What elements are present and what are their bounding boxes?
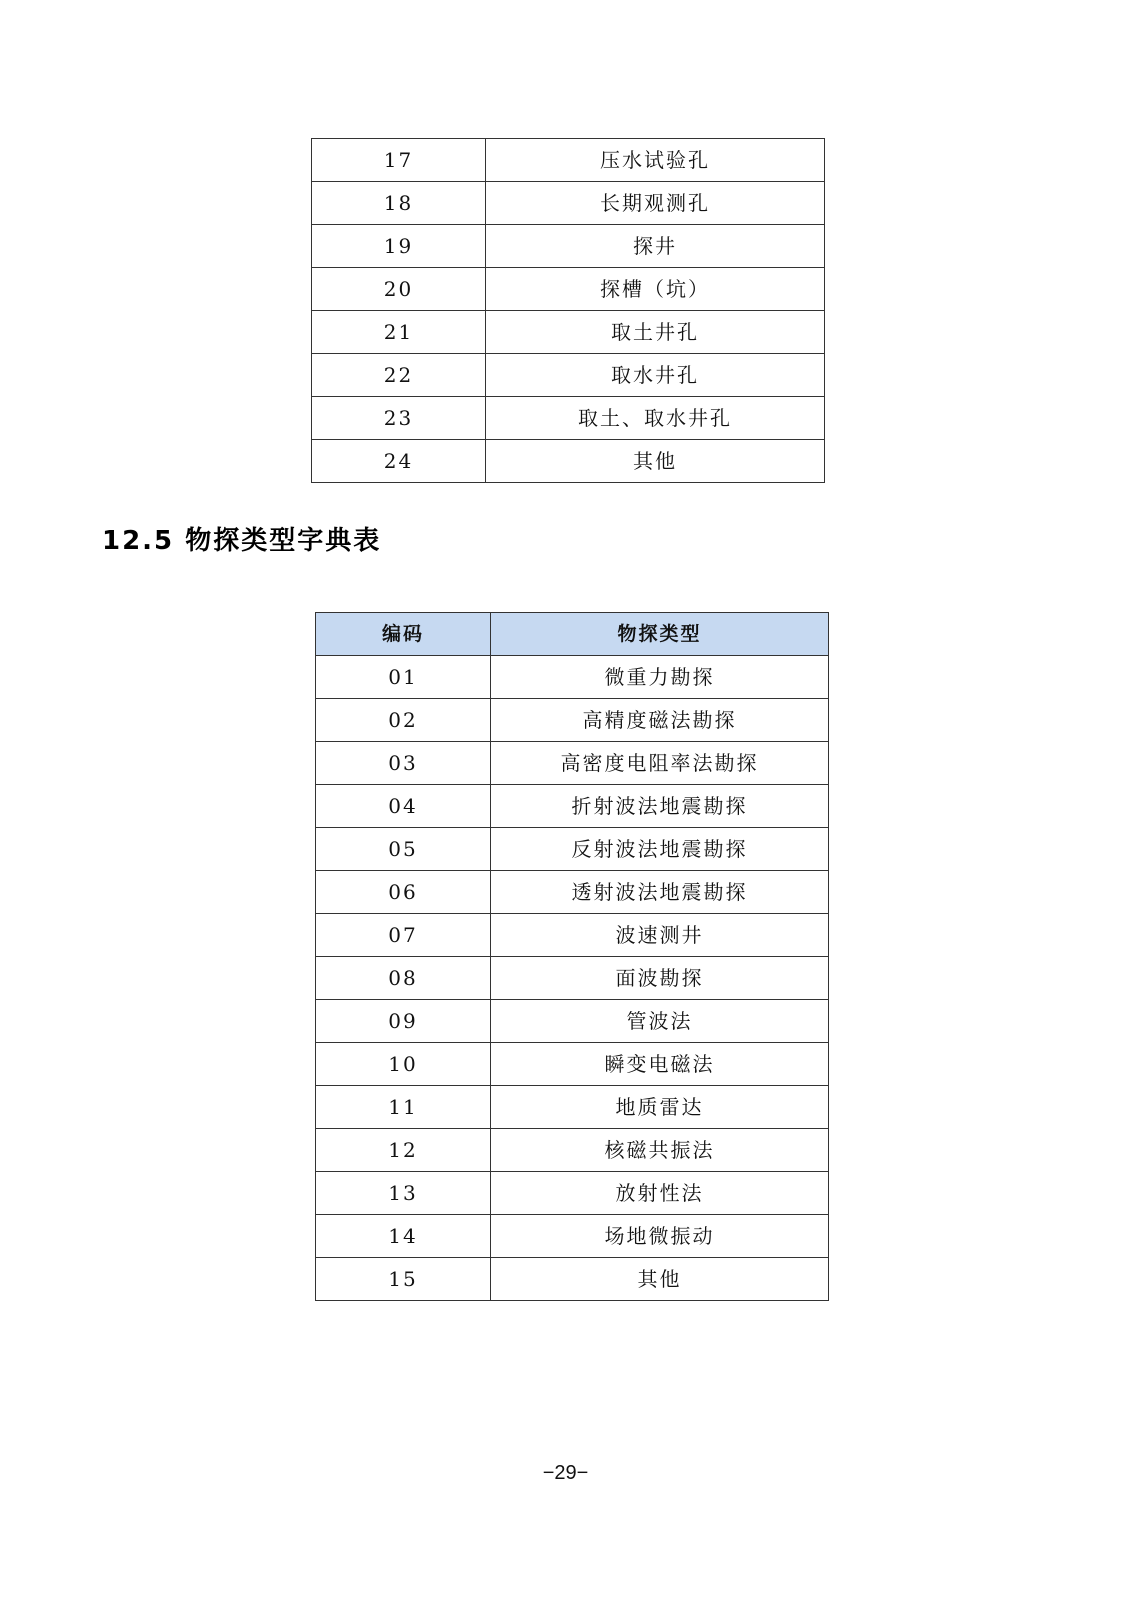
header-code: 编码 [316, 613, 491, 656]
type-cell: 高精度磁法勘探 [491, 699, 829, 742]
table-row [312, 397, 825, 440]
table-row [316, 828, 829, 871]
table-row [316, 742, 829, 785]
type-cell: 透射波法地震勘探 [491, 871, 829, 914]
code-cell: 18 [312, 182, 486, 225]
type-cell: 长期观测孔 [486, 182, 825, 225]
table-row [316, 785, 829, 828]
table-row [312, 354, 825, 397]
table-row [312, 311, 825, 354]
code-cell: 19 [312, 225, 486, 268]
type-cell: 瞬变电磁法 [491, 1043, 829, 1086]
code-cell: 06 [316, 871, 491, 914]
type-cell: 管波法 [491, 1000, 829, 1043]
type-cell: 取水井孔 [486, 354, 825, 397]
type-cell: 折射波法地震勘探 [491, 785, 829, 828]
table-header [316, 613, 829, 656]
code-cell: 05 [316, 828, 491, 871]
code-cell: 24 [312, 440, 486, 483]
table-row [312, 225, 825, 268]
table-row [316, 1000, 829, 1043]
geophysical-type-table-body [316, 656, 829, 1301]
type-cell: 其他 [491, 1258, 829, 1301]
table-row [316, 699, 829, 742]
header-row [316, 613, 829, 656]
page-number: −29− [542, 1462, 589, 1484]
code-cell: 14 [316, 1215, 491, 1258]
table-row [316, 1086, 829, 1129]
type-cell: 面波勘探 [491, 957, 829, 1000]
code-cell: 07 [316, 914, 491, 957]
table-row [316, 914, 829, 957]
code-cell: 12 [316, 1129, 491, 1172]
borehole-type-table-body [312, 139, 825, 483]
type-cell: 核磁共振法 [491, 1129, 829, 1172]
code-cell: 11 [316, 1086, 491, 1129]
code-cell: 01 [316, 656, 491, 699]
type-cell: 探槽（坑） [486, 268, 825, 311]
code-cell: 10 [316, 1043, 491, 1086]
code-cell: 20 [312, 268, 486, 311]
type-cell: 取土、取水井孔 [486, 397, 825, 440]
table-row [312, 182, 825, 225]
type-cell: 波速测井 [491, 914, 829, 957]
code-cell: 22 [312, 354, 486, 397]
code-cell: 09 [316, 1000, 491, 1043]
code-cell: 15 [316, 1258, 491, 1301]
type-cell: 压水试验孔 [486, 139, 825, 182]
table-row [316, 1043, 829, 1086]
geophysical-type-table [315, 612, 829, 1301]
table-row [316, 957, 829, 1000]
table-row [316, 1172, 829, 1215]
table-row [312, 440, 825, 483]
code-cell: 17 [312, 139, 486, 182]
table-row [316, 1215, 829, 1258]
table-row [316, 871, 829, 914]
type-cell: 探井 [486, 225, 825, 268]
code-cell: 13 [316, 1172, 491, 1215]
header-type: 物探类型 [491, 613, 829, 656]
type-cell: 放射性法 [491, 1172, 829, 1215]
type-cell: 高密度电阻率法勘探 [491, 742, 829, 785]
table-row [316, 1258, 829, 1301]
type-cell: 地质雷达 [491, 1086, 829, 1129]
type-cell: 场地微振动 [491, 1215, 829, 1258]
type-cell: 反射波法地震勘探 [491, 828, 829, 871]
type-cell: 微重力勘探 [491, 656, 829, 699]
code-cell: 21 [312, 311, 486, 354]
code-cell: 23 [312, 397, 486, 440]
table-row [312, 268, 825, 311]
type-cell: 取土井孔 [486, 311, 825, 354]
table-row [312, 139, 825, 182]
borehole-type-table-continued [311, 138, 825, 483]
code-cell: 04 [316, 785, 491, 828]
table-row [316, 1129, 829, 1172]
code-cell: 02 [316, 699, 491, 742]
code-cell: 03 [316, 742, 491, 785]
code-cell: 08 [316, 957, 491, 1000]
type-cell: 其他 [486, 440, 825, 483]
section-heading: 12.5 物探类型字典表 [102, 526, 382, 556]
table-row [316, 656, 829, 699]
